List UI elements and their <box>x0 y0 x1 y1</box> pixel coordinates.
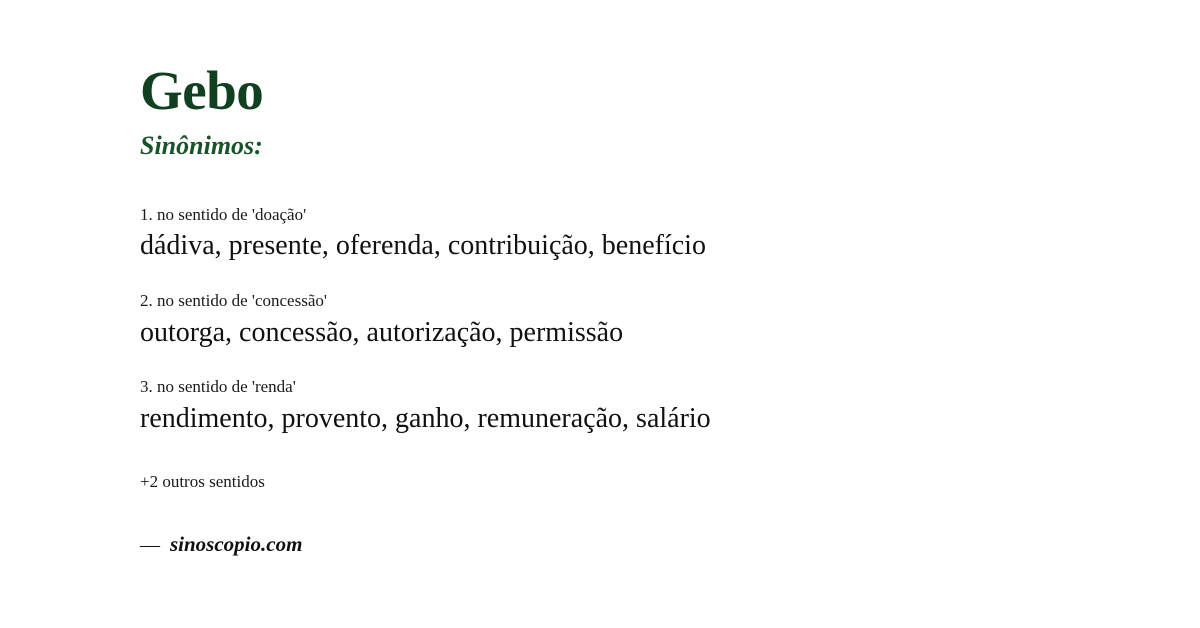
sense-entry <box>140 291 1060 351</box>
page-title: Gebo <box>140 60 264 121</box>
sense-label: 1. no sentido de 'doação' <box>140 204 307 224</box>
section-subtitle: Sinônimos: <box>140 130 263 160</box>
sense-synonyms: dádiva, presente, oferenda, contribuição, benefício <box>140 230 706 262</box>
sense-entry <box>140 205 1060 265</box>
senses-list <box>140 205 1060 438</box>
sense-label: 2. no sentido de 'concessão' <box>140 291 327 311</box>
sense-entry <box>140 377 1060 437</box>
more-senses-note: +2 outros sentidos <box>140 471 265 491</box>
source-name: sinoscopio.com <box>170 532 303 556</box>
footer-attribution <box>140 534 302 555</box>
sense-synonyms: outorga, concessão, autorização, permissão <box>140 316 624 348</box>
sense-label: 3. no sentido de 'renda' <box>140 377 296 397</box>
sense-synonyms: rendimento, provento, ganho, remuneração, salário <box>140 402 711 434</box>
em-dash-icon: — <box>140 533 160 556</box>
